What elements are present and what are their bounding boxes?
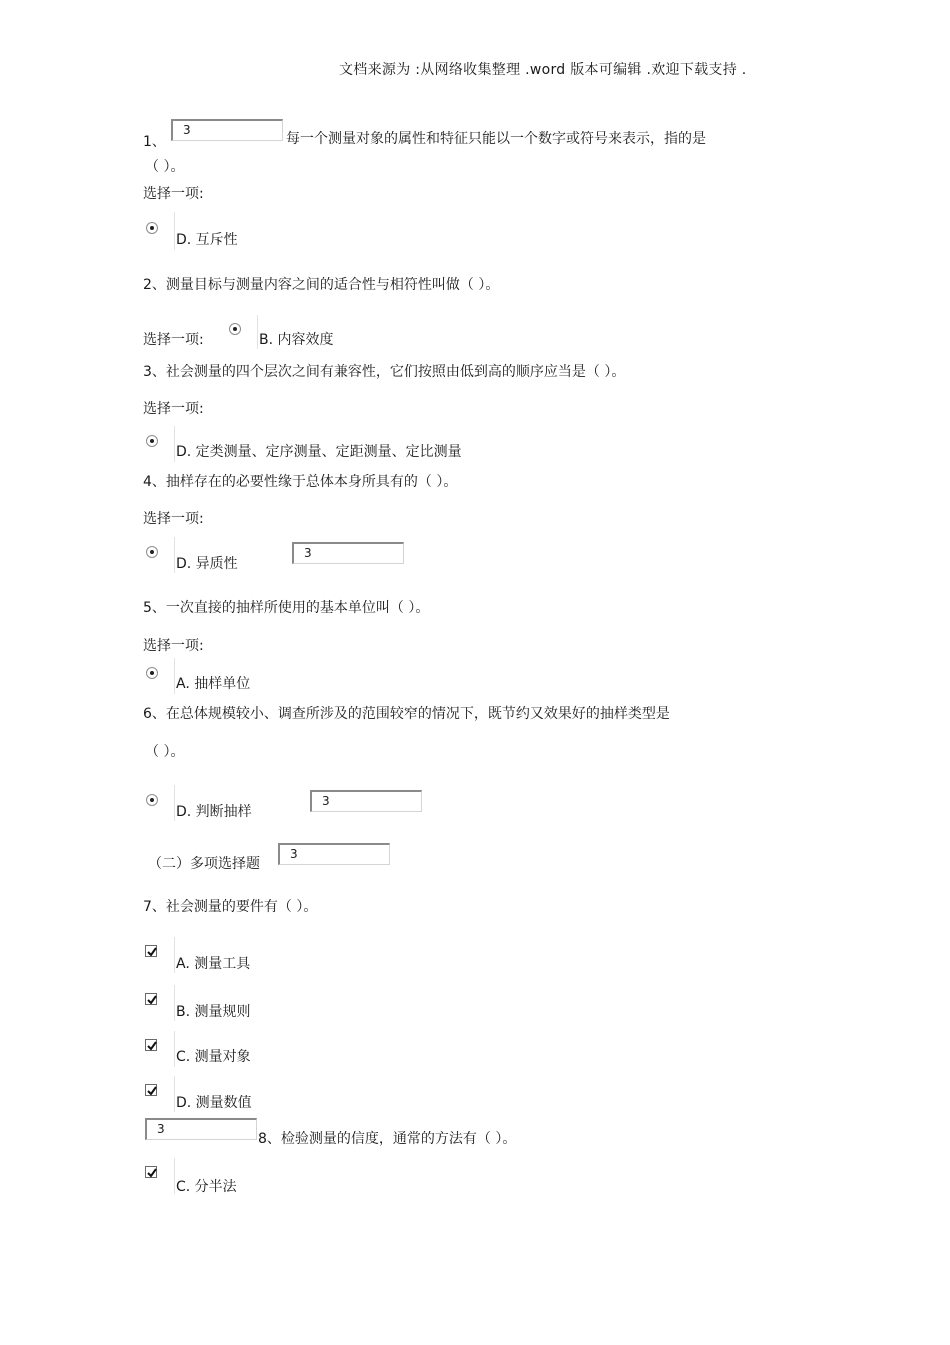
q3-radio-selected[interactable] <box>146 435 158 447</box>
check-mark-icon <box>146 1040 158 1052</box>
q5-answer: A. 抽样单位 <box>176 676 251 692</box>
q5-select-one-label: 选择一项: <box>143 638 204 654</box>
q6-radio-selected[interactable] <box>146 794 158 806</box>
q7-answer-c: C. 测量对象 <box>176 1049 251 1065</box>
check-mark-icon <box>146 1085 158 1097</box>
q4-radio-selected[interactable] <box>146 546 158 558</box>
check-mark-icon <box>146 946 158 958</box>
q2-answer: B. 内容效度 <box>259 332 334 348</box>
q3-select-one-label: 选择一项: <box>143 401 204 417</box>
q7-checkbox-b-checked[interactable] <box>145 993 157 1005</box>
q4-answer: D. 异质性 <box>176 556 238 572</box>
q2-divider <box>257 315 258 349</box>
q5-divider <box>174 658 175 694</box>
check-mark-icon <box>146 994 158 1006</box>
q7-answer-d: D. 测量数值 <box>176 1095 252 1111</box>
q7-checkbox-c-checked[interactable] <box>145 1039 157 1051</box>
q8-question: 8、检验测量的信度，通常的方法有（ ）。 <box>258 1131 517 1147</box>
q6-score-field[interactable]: 3 <box>310 790 422 812</box>
q7-divider-d <box>174 1076 175 1112</box>
q8-answer-c: C. 分半法 <box>176 1179 237 1195</box>
check-mark-icon <box>146 1167 158 1179</box>
q6-divider <box>174 785 175 821</box>
q7-answer-a: A. 测量工具 <box>176 956 251 972</box>
q8-score-field[interactable]: 3 <box>145 1118 257 1140</box>
q2-question: 2、测量目标与测量内容之间的适合性与相符性叫做（ ）。 <box>143 277 500 293</box>
q5-question: 5、一次直接的抽样所使用的基本单位叫（ ）。 <box>143 600 430 616</box>
q6-question: 6、在总体规模较小、调查所涉及的范围较窄的情况下，既节约又效果好的抽样类型是 <box>143 706 670 722</box>
section2-score-field[interactable]: 3 <box>278 843 390 865</box>
q7-checkbox-d-checked[interactable] <box>145 1084 157 1096</box>
q7-question: 7、社会测量的要件有（ ）。 <box>143 899 318 915</box>
q1-score-field[interactable]: 3 <box>171 119 283 141</box>
q5-radio-selected[interactable] <box>146 667 158 679</box>
q8-divider <box>174 1158 175 1194</box>
q1-question: 每一个测量对象的属性和特征只能以一个数字或符号来表示，指的是 <box>286 131 706 147</box>
q6-answer: D. 判断抽样 <box>176 804 252 820</box>
q3-question: 3、社会测量的四个层次之间有兼容性，它们按照由低到高的顺序应当是（ ）。 <box>143 364 626 380</box>
q1-question-cont: （ ）。 <box>145 159 185 175</box>
q2-select-one-label: 选择一项: <box>143 332 204 348</box>
q7-divider-c <box>174 1031 175 1067</box>
q1-divider <box>174 212 175 250</box>
page-header: 文档来源为 :从网络收集整理 .word 版本可编辑 .欢迎下载支持 . <box>339 62 747 78</box>
q4-score-field[interactable]: 3 <box>292 542 404 564</box>
q1-number: 1、 <box>143 134 166 150</box>
q4-select-one-label: 选择一项: <box>143 511 204 527</box>
q8-checkbox-c-checked[interactable] <box>145 1166 157 1178</box>
q1-radio-selected[interactable] <box>146 222 158 234</box>
q7-divider-a <box>174 937 175 973</box>
q6-question-cont: （ ）。 <box>145 744 185 760</box>
q7-checkbox-a-checked[interactable] <box>145 945 157 957</box>
q1-answer: D. 互斥性 <box>176 232 238 248</box>
q7-divider-b <box>174 985 175 1021</box>
q2-radio-selected[interactable] <box>229 323 241 335</box>
section-multiple-choice-title: （二）多项选择题 <box>148 856 260 872</box>
q3-divider <box>174 426 175 462</box>
q3-answer: D. 定类测量、定序测量、定距测量、定比测量 <box>176 444 462 460</box>
q1-select-one-label: 选择一项: <box>143 186 204 202</box>
q4-question: 4、抽样存在的必要性缘于总体本身所具有的（ ）。 <box>143 474 458 490</box>
q7-answer-b: B. 测量规则 <box>176 1004 251 1020</box>
q4-divider <box>174 537 175 573</box>
